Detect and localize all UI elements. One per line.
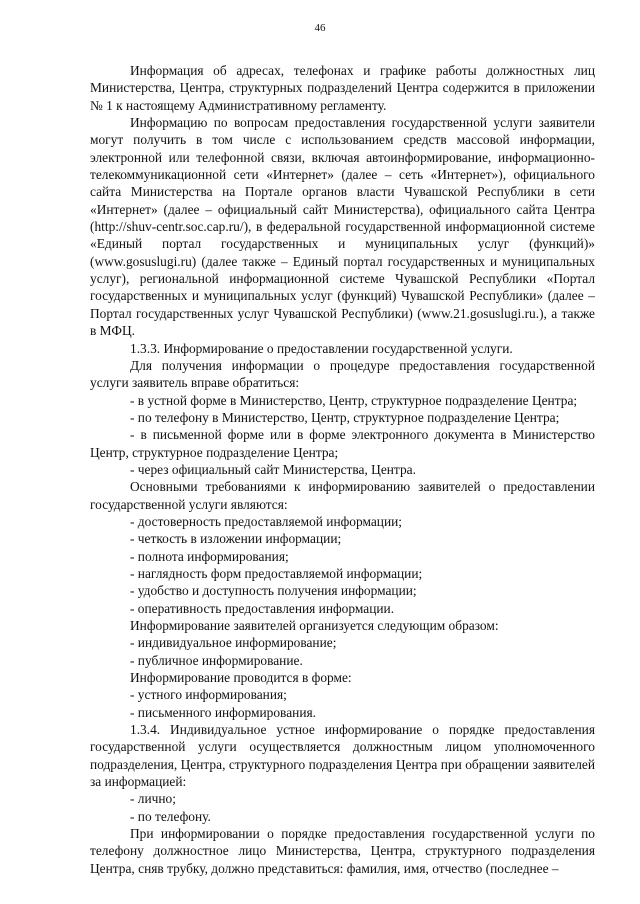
paragraph: Информация об адресах, телефонах и графике работы должностных лиц Министерства, Центра, структурных подразделений Центра содержится в приложении № 1 к настоящему Административному регламенту. (90, 63, 595, 113)
paragraph: - устного информирования; (130, 687, 287, 703)
document-body (90, 62, 595, 877)
paragraph: - полнота информирования; (130, 548, 289, 564)
paragraph: Информирование проводится в форме: (130, 670, 352, 686)
paragraph: Для получения информации о процедуре предоставления государственной услуги заявитель вправе обратиться: (90, 357, 595, 391)
paragraph: - через официальный сайт Министерства, Центра. (130, 461, 416, 477)
page-number: 46 (314, 22, 326, 34)
paragraph: - оперативность предоставления информации. (130, 600, 395, 616)
paragraph: - лично; (130, 791, 176, 807)
paragraph: - по телефону в Министерство, Центр, структурное подразделение Центра; (130, 409, 560, 425)
paragraph: - публичное информирование. (130, 652, 303, 668)
paragraph: - индивидуальное информирование; (130, 635, 337, 651)
paragraph: - удобство и доступность получения информации; (130, 583, 417, 599)
paragraph: - по телефону. (130, 808, 211, 824)
paragraph: - в письменной форме или в форме электронного документа в Министерство Центр, структурное подразделение Центра; (90, 427, 595, 460)
paragraph: - письменного информирования. (130, 704, 316, 720)
paragraph: Основными требованиями к информированию заявителей о предоставлении государственной услуги являются: (90, 479, 595, 512)
paragraph: - достоверность предоставляемой информации; (130, 513, 403, 529)
paragraph: - четкость в изложении информации; (130, 531, 342, 547)
paragraph: - в устной форме в Министерство, Центр, структурное подразделение Центра; (130, 392, 578, 408)
paragraph: При информировании о порядке предоставления государственной услуги по телефону должностное лицо Министерства, Центра, структурного подразделения Центра, сняв трубку, должно представиться: фамилия, имя, отчество (последнее – (90, 826, 595, 876)
paragraph: Информирование заявителей организуется следующим образом: (130, 618, 499, 633)
paragraph: Информацию по вопросам предоставления государственной услуги заявители могут получить в том числе с использованием средств массовой информации, электронной или телефонной связи, включая автоинформирование, информационно-телекоммуникационной сети «Интернет» (далее – сеть «Интернет»), официального сайта Министерства на Портале органов власти Чувашской Республики в сети «Интернет» (далее – официальный сайт Министерства), официального сайта Центра (http://shuv-centr.soc.cap.ru/), в федеральной государственной информационной системе «Единый портал государственных и муниципальных услуг (функций)» (www.gosuslugi.ru) (далее также – Единый портал государственных и муниципальных услуг), региональной информационной системе Чувашской Республики «Портал государственных и муниципальных услуг (функций) Чувашской Республики» (далее – Портал государственных услуг Чувашской Республики) (www.21.gosuslugi.ru.), а также в МФЦ. (90, 115, 595, 339)
paragraph: 1.3.3. Информирование о предоставлении государственной услуги. (130, 340, 513, 356)
paragraph: - наглядность форм предоставляемой информации; (130, 565, 423, 581)
paragraph: 1.3.4. Индивидуальное устное информирование о порядке предоставления государственной услуги осуществляется должностным лицом уполномоченного подразделения, Центра, структурного подразделения Центра при обращении заявителей за информацией: (90, 722, 595, 790)
